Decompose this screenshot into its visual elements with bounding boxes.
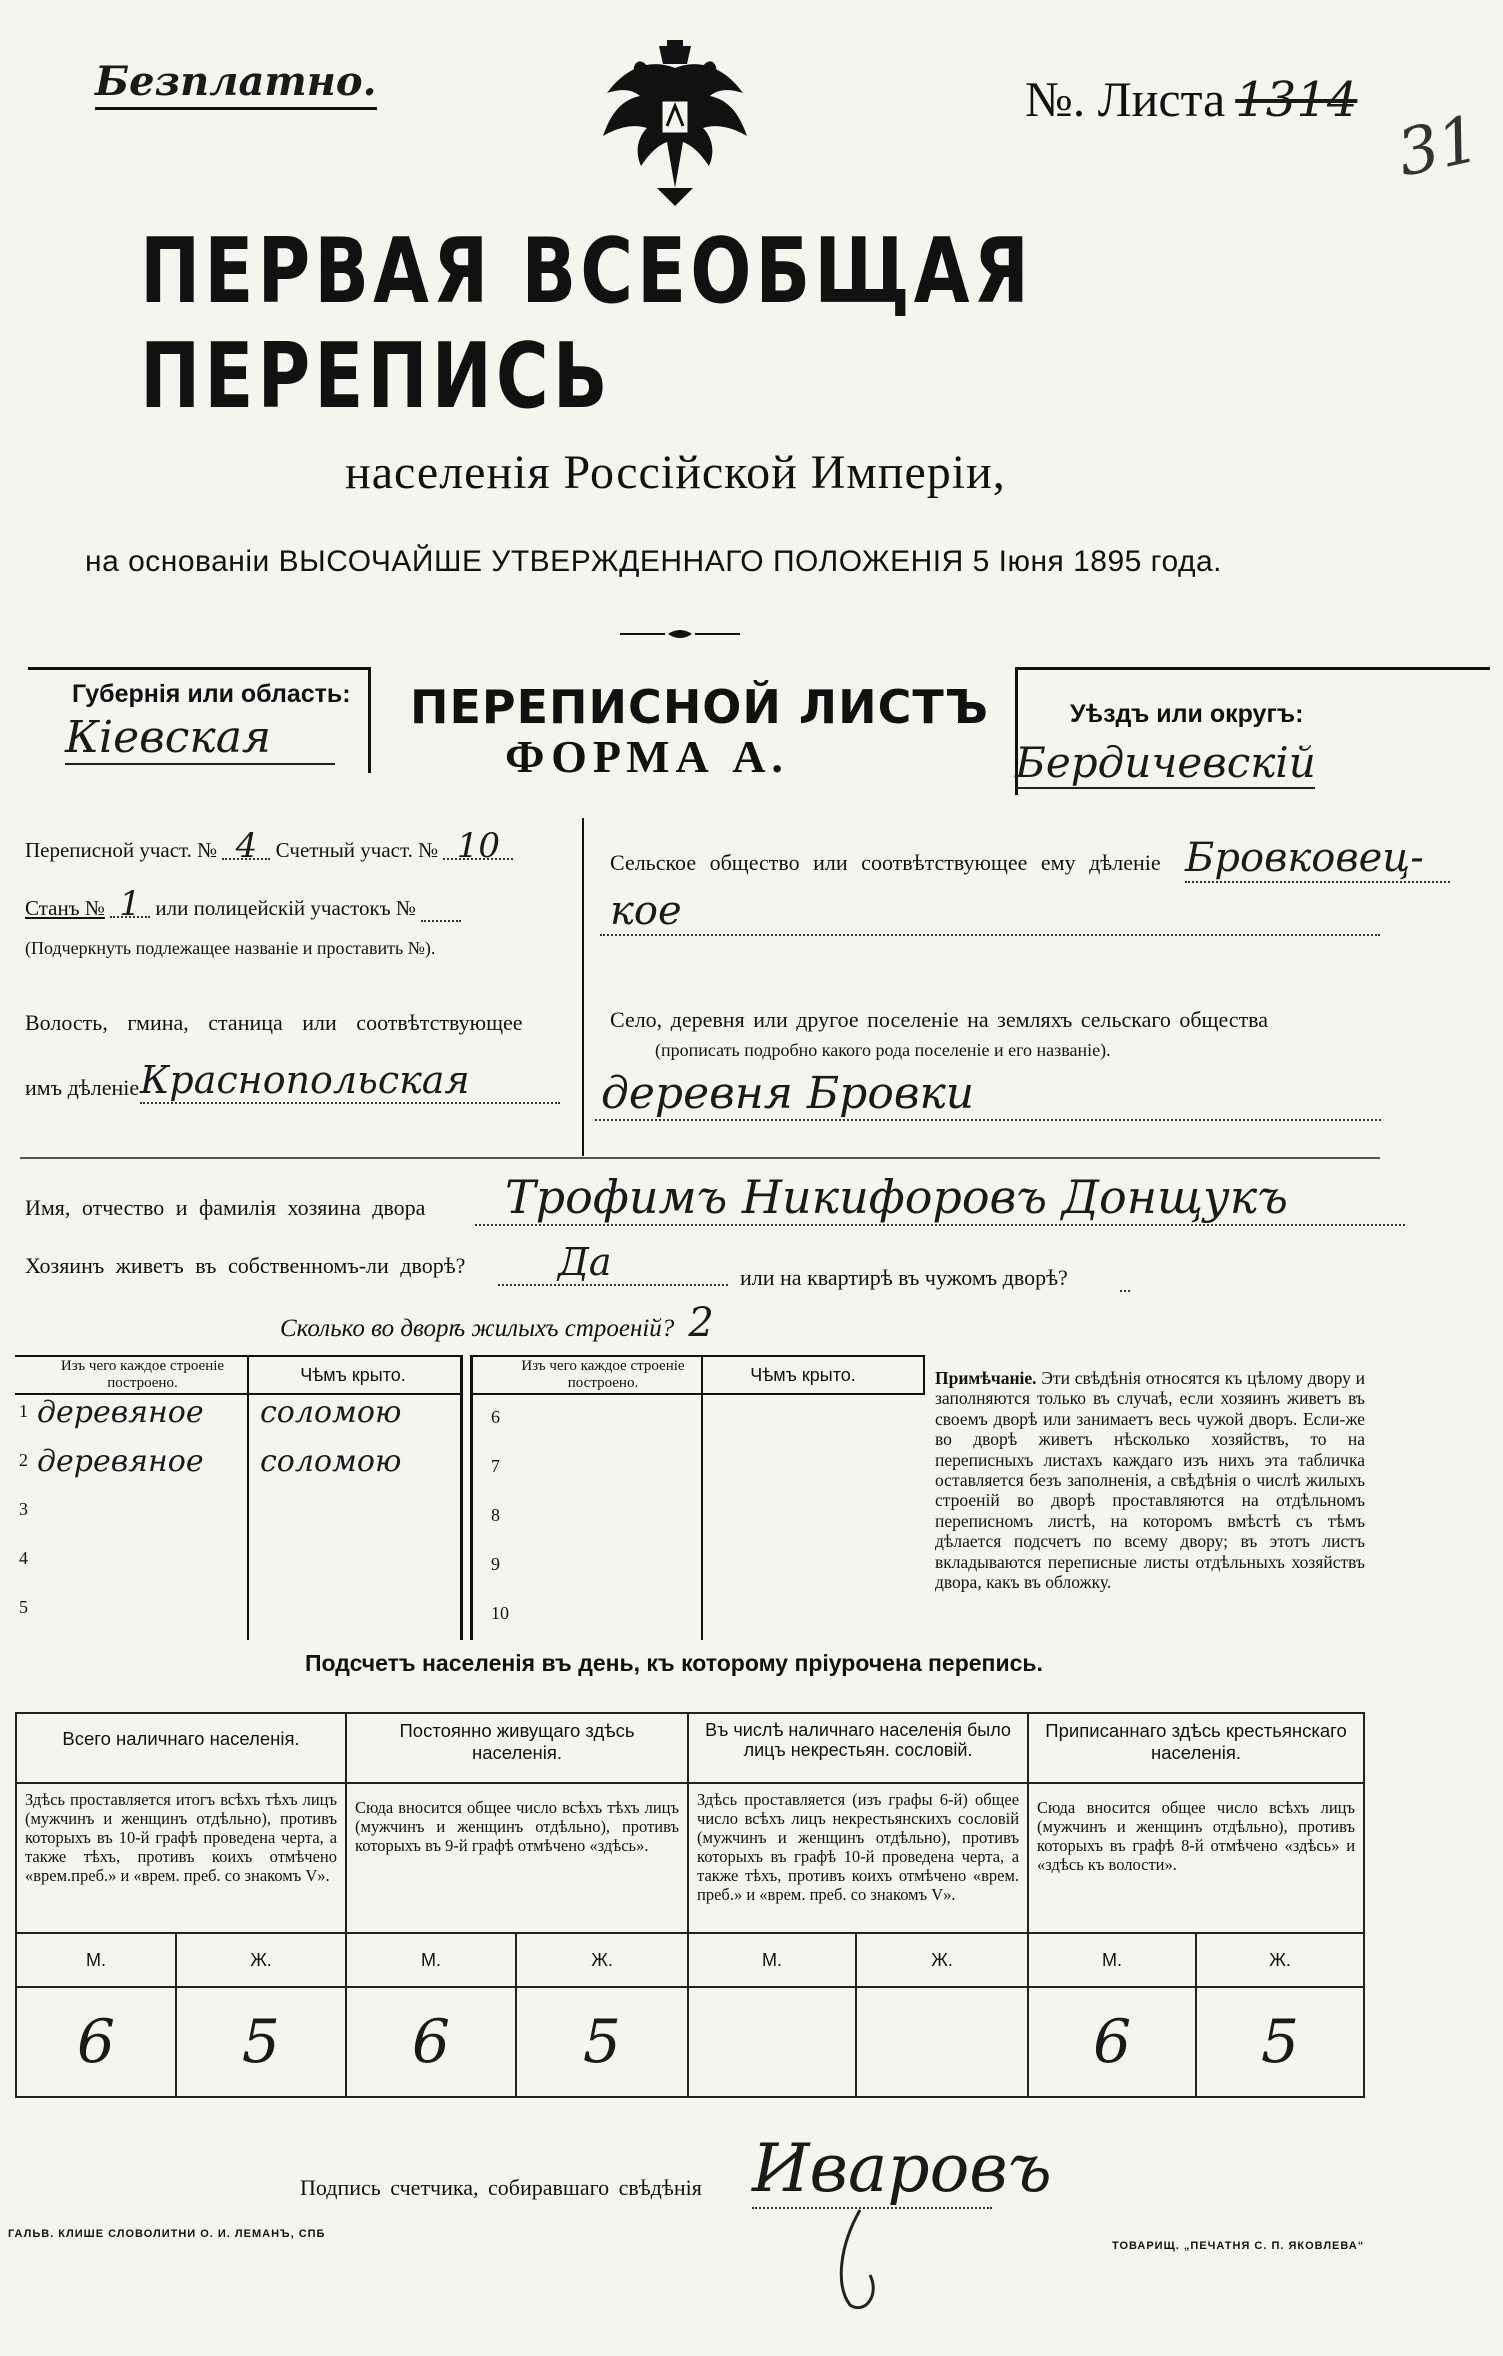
building-row-number: 8 — [491, 1505, 500, 1525]
pop-value-f-4[interactable]: 5 — [1196, 1987, 1364, 2097]
society-value-1[interactable]: Бровковец- — [1185, 835, 1450, 883]
rent-value[interactable] — [1120, 1290, 1130, 1292]
building-row — [15, 1444, 460, 1492]
pop-head-2: Постоянно живущаго здѣсь населенія. — [399, 1720, 635, 1763]
building-row — [473, 1493, 923, 1541]
pop-value-m-4[interactable]: 6 — [1028, 1987, 1196, 2097]
signature-flourish — [830, 2205, 910, 2315]
sheet-number-label: №. Листа — [1025, 71, 1226, 127]
building-row-number: 4 — [19, 1548, 28, 1568]
ornament-divider — [620, 627, 740, 639]
census-area-label: Переписной участ. № — [25, 838, 218, 862]
pop-desc-2: Сюда вносится общее число всѣхъ тѣхъ лицъ (мужчинъ и женщинъ отдѣльно), противъ которыхъ въ 9-й графѣ отмѣчено «здѣсь». — [355, 1798, 680, 1855]
building-row-number: 3 — [19, 1499, 28, 1519]
buildings-table-right — [470, 1355, 923, 1640]
buildings-table-left-header — [15, 1355, 460, 1395]
f-label-3: Ж. — [856, 1933, 1028, 1987]
m-label-1: М. — [16, 1933, 176, 1987]
society-label: Сельское общество или соотвѣтствующее ему дѣленіе — [610, 850, 1161, 875]
census-area-row — [25, 826, 513, 866]
volost-label-2: имъ дѣленіе — [25, 1075, 140, 1100]
sheet-title: ПЕРЕПИСНОЙ ЛИСТЪ — [410, 680, 989, 734]
note-text: Эти свѣдѣнія относятся къ цѣлому двору и заполняются только въ случаѣ, если хозяинъ живетъ въ своемъ дворѣ или занимаетъ весь чужой дворъ. Если-же во дворѣ живетъ нѣсколько хозяйствъ, то на переписныхъ листахъ каждаго изъ нихъ эта табличка оставляется безъ заполненія, а свѣдѣнія о числѣ жилыхъ строеній во дворѣ проставляются на отдѣльномъ переписномъ листѣ, на которомъ вмѣстѣ съ тѣмъ дѣлается подсчетъ по всему двору; въ этотъ листъ вкладываются переписные листы отдѣльныхъ хозяйствъ двора, какъ въ обложку. — [935, 1368, 1365, 1593]
building-row — [15, 1493, 460, 1541]
census-basis: на основаніи ВЫСОЧАЙШЕ УТВЕРЖДЕННАГО ПОЛОЖЕНІЯ 5 Іюня 1895 года. — [85, 545, 1223, 578]
district-value: Бердичевскій — [1015, 738, 1316, 787]
building-row-number: 9 — [491, 1554, 500, 1574]
col-roof-right: Чѣмъ крыто. — [750, 1365, 856, 1385]
col-material-left: Изъ чего каждое строеніе построено. — [60, 1358, 225, 1391]
police-label: или полицейскій участокъ № — [155, 896, 416, 920]
province-value: Кіевская — [65, 712, 335, 765]
m-label-4: М. — [1028, 1933, 1196, 1987]
building-roof[interactable]: соломою — [260, 1395, 402, 1430]
buildings-label: Сколько во дворѣ жилыхъ строеній? — [280, 1315, 675, 1342]
volost-label-1: Волость, гмина, станица или соотвѣтствующее — [25, 1010, 523, 1035]
building-material[interactable]: деревяное — [37, 1444, 204, 1479]
building-row — [15, 1591, 460, 1639]
sheet-number — [1025, 70, 1357, 128]
buildings-table-right-header — [473, 1355, 925, 1395]
building-row — [15, 1542, 460, 1590]
buildings-value[interactable]: 2 — [688, 1300, 714, 1346]
census-area-value[interactable]: 4 — [222, 835, 270, 860]
pop-value-m-1[interactable]: 6 — [16, 1987, 176, 2097]
village-label: Село, деревня или другое поселеніе на земляхъ сельскаго общества — [610, 1007, 1269, 1032]
own-yard-label: Хозяинъ живетъ въ собственномъ-ли дворѣ? — [25, 1253, 466, 1278]
population-title: Подсчетъ населенія въ день, къ которому пріурочена перепись. — [305, 1650, 1043, 1676]
buildings-count-row — [280, 1300, 714, 1346]
building-row-number: 6 — [491, 1407, 500, 1427]
building-row — [473, 1395, 923, 1443]
volost-value[interactable]: Краснопольская — [140, 1058, 560, 1104]
building-row-number: 1 — [19, 1401, 28, 1421]
f-label-2: Ж. — [516, 1933, 688, 1987]
police-value[interactable] — [421, 897, 461, 922]
owner-name-value[interactable]: Трофимъ Никифоровъ Донщукъ — [475, 1170, 1405, 1226]
printer-right: ТОВАРИЩ. „ПЕЧАТНЯ С. П. ЯКОВЛЕВА“ — [1112, 2240, 1365, 2252]
count-area-value[interactable]: 10 — [443, 835, 513, 860]
pop-head-1: Всего наличнаго населенія. — [62, 1728, 300, 1749]
stan-label: Станъ № — [25, 896, 105, 920]
building-row-number: 10 — [491, 1603, 509, 1623]
pop-head-3: Въ числѣ наличнаго населенія было лицъ некрестьян. сословій. — [705, 1720, 1011, 1760]
pop-value-f-1[interactable]: 5 — [176, 1987, 346, 2097]
corner-mark: 31 — [1391, 102, 1487, 192]
col-roof-left: Чѣмъ крыто. — [300, 1365, 406, 1385]
m-label-2: М. — [346, 1933, 516, 1987]
pop-head-4: Приписаннаго здѣсь крестьянскаго населенія. — [1045, 1720, 1347, 1763]
pop-value-f-2[interactable]: 5 — [516, 1987, 688, 2097]
signature-value[interactable]: Иваровъ — [752, 2130, 1052, 2207]
own-yard-value[interactable]: Да — [498, 1240, 728, 1286]
sheet-number-value: 1314 — [1235, 72, 1358, 128]
vertical-divider — [582, 818, 584, 1156]
signature-label: Подпись счетчика, собиравшаго свѣдѣнія — [300, 2175, 702, 2200]
underline-note: (Подчеркнуть подлежащее названіе и проставить №). — [25, 938, 436, 958]
printer-left: ГАЛЬВ. КЛИШЕ СЛОВОЛИТНИ О. И. ЛЕМАНЪ, СПБ — [8, 2228, 326, 2240]
f-label-4: Ж. — [1196, 1933, 1364, 1987]
stan-value[interactable]: 1 — [110, 893, 150, 918]
note-block — [935, 1368, 1365, 1592]
building-row — [15, 1395, 460, 1443]
province-label: Губернія или область: — [72, 680, 351, 708]
building-row-number: 7 — [491, 1456, 500, 1476]
society-value-2[interactable]: кое — [600, 888, 1380, 936]
pop-value-m-2[interactable]: 6 — [346, 1987, 516, 2097]
col-material-right: Изъ чего каждое строеніе построено. — [521, 1358, 685, 1391]
pop-desc-4: Сюда вносится общее число всѣхъ лицъ (мужчинъ и женщинъ отдѣльно), противъ которыхъ въ графѣ 8-й отмѣчено «здѣсь» и «здѣсь къ волости». — [1037, 1798, 1356, 1874]
m-label-3: М. — [688, 1933, 856, 1987]
f-label-1: Ж. — [176, 1933, 346, 1987]
pop-desc-1: Здѣсь проставляется итогъ всѣхъ тѣхъ лицъ (мужчинъ и женщинъ отдѣльно), противъ которыхъ въ 10-й графѣ проведена черта, а также тѣхъ, противъ коихъ отмѣчено «врем.преб.» и «врем. преб. со знакомъ V». — [25, 1790, 338, 1885]
pop-value-m-3[interactable] — [688, 1987, 856, 2097]
owner-name-label: Имя, отчество и фамилія хозяина двора — [25, 1195, 426, 1220]
population-table — [15, 1712, 1365, 2098]
building-row-number: 2 — [19, 1450, 28, 1470]
pop-desc-3: Здѣсь проставляется (изъ графы 6-й) общее число всѣхъ лицъ некрестьянскихъ сословій (мужчинъ и женщинъ отдѣльно), противъ которыхъ въ графѣ 10-й проведена черта, а также тѣхъ, противъ коихъ отмѣчено «врем. преб.» и «врем. преб. со знакомъ V». — [697, 1790, 1020, 1904]
building-row — [473, 1591, 923, 1639]
building-row — [473, 1444, 923, 1492]
building-row — [473, 1542, 923, 1590]
pop-value-f-3[interactable] — [856, 1987, 1028, 2097]
free-label: Безплатно. — [95, 58, 377, 110]
village-note: (прописать подробно какого рода поселеніе и его названіе). — [655, 1040, 1111, 1060]
village-value[interactable]: деревня Бровки — [595, 1068, 1381, 1121]
count-area-label: Счетный участ. № — [275, 838, 439, 862]
building-roof[interactable]: соломою — [260, 1444, 402, 1479]
form-label: ФОРМА А. — [505, 731, 789, 782]
stan-row — [25, 884, 461, 924]
census-subtitle: населенія Россійской Имперіи, — [345, 446, 1006, 499]
note-label: Примѣчаніе. — [935, 1368, 1037, 1388]
horizontal-divider — [20, 1157, 1380, 1159]
building-material[interactable]: деревяное — [37, 1395, 204, 1430]
census-title: ПЕРВАЯ ВСЕОБЩАЯ ПЕРЕПИСЬ — [140, 218, 1033, 428]
building-row-number: 5 — [19, 1597, 28, 1617]
double-headed-eagle-emblem — [595, 38, 755, 208]
buildings-table-left — [15, 1355, 463, 1640]
district-label: Уѣздъ или округъ: — [1070, 700, 1304, 728]
rent-label: или на квартирѣ въ чужомъ дворѣ? — [740, 1265, 1068, 1290]
